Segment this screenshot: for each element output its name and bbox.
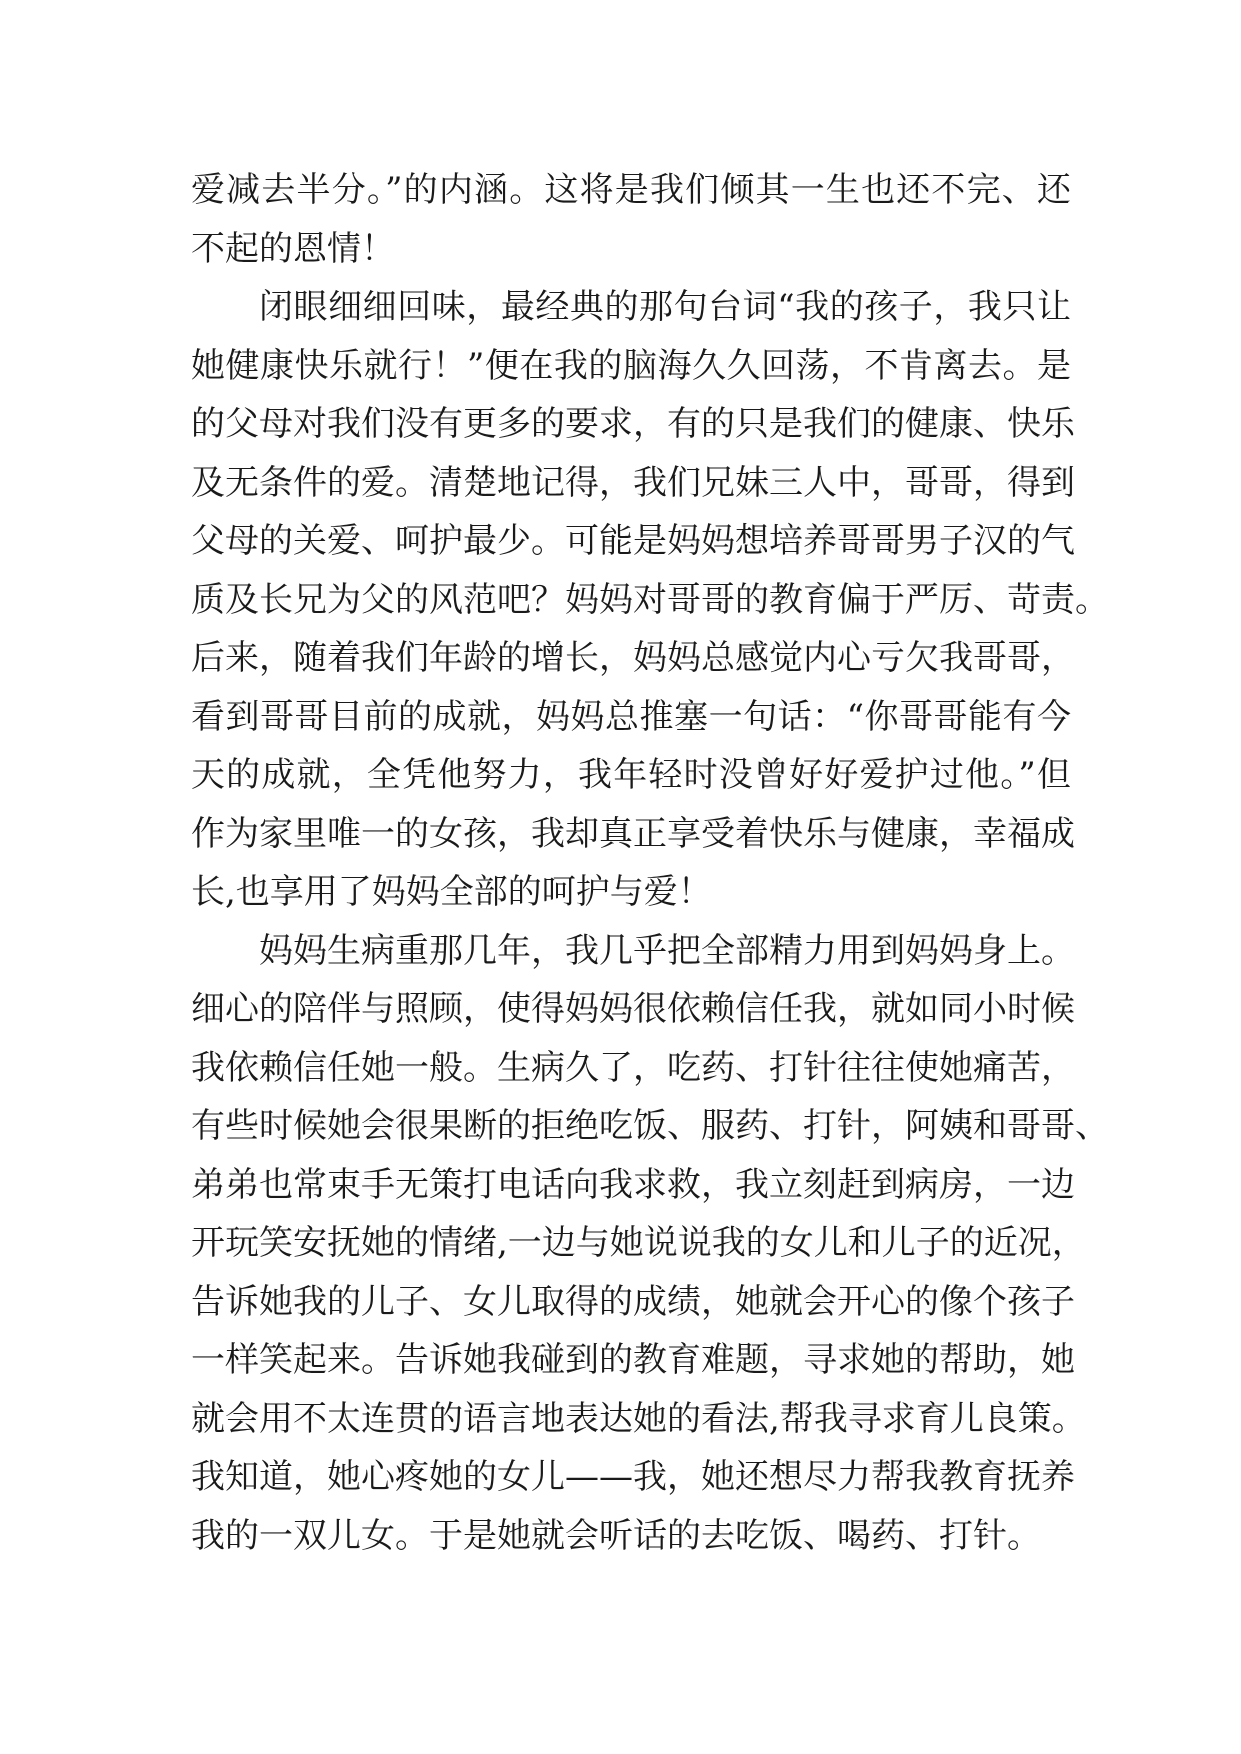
text-line: 她健康快乐就行！”便在我的脑海久久回荡，不肯离去。是	[191, 345, 1071, 386]
text-line: 一样笑起来。告诉她我碰到的教育难题，寻求她的帮助，她	[191, 1340, 1075, 1380]
text-line: 看到哥哥目前的成就，妈妈总推塞一句话：“你哥哥能有今	[191, 696, 1071, 737]
text-line: 作为家里唯一的女孩，我却真正享受着快乐与健康，幸福成	[191, 813, 1075, 854]
text-line: 及无条件的爱。清楚地记得，我们兄妹三人中，哥哥，得到	[191, 462, 1075, 503]
text-line: 长,也享用了妈妈全部的呵护与爱！	[191, 872, 712, 912]
text-line: 质及长兄为父的风范吧？妈妈对哥哥的教育偏于严厉、苛责。	[191, 579, 1109, 620]
text-line: 就会用不太连贯的语言地表达她的看法,帮我寻求育儿良策。	[191, 1398, 1086, 1439]
text-line: 开玩笑安抚她的情绪,一边与她说说我的女儿和儿子的近况，	[191, 1223, 1086, 1263]
text-line: 告诉她我的儿子、女儿取得的成绩，她就会开心的像个孩子	[191, 1281, 1075, 1322]
text-line: 我的一双儿女。于是她就会听话的去吃饭、喝药、打针。	[191, 1515, 1041, 1556]
text-line: 父母的关爱、呵护最少。可能是妈妈想培养哥哥男子汉的气	[191, 521, 1075, 561]
text-line: 爱减去半分。”的内涵。这将是我们倾其一生也还不完、还	[191, 170, 1071, 210]
text-line: 我依赖信任她一般。生病久了，吃药、打针往往使她痛苦，	[191, 1047, 1075, 1088]
text-line: 的父母对我们没有更多的要求，有的只是我们的健康、快乐	[191, 404, 1075, 444]
text-line: 不起的恩情！	[191, 228, 395, 269]
text-line: 有些时候她会很果断的拒绝吃饭、服药、打针，阿姨和哥哥、	[191, 1106, 1109, 1146]
body-text	[191, 161, 1109, 1565]
text-line: 弟弟也常束手无策打电话向我求救，我立刻赶到病房，一边	[191, 1164, 1075, 1205]
text-line: 后来，随着我们年龄的增长，妈妈总感觉内心亏欠我哥哥，	[191, 638, 1075, 678]
text-line: 细心的陪伴与照顾，使得妈妈很依赖信任我，就如同小时候	[191, 989, 1075, 1029]
text-line: 天的成就，全凭他努力，我年轻时没曾好好爱护过他。”但	[191, 755, 1071, 795]
text-line: 闭眼细细回味，最经典的那句台词“我的孩子，我只让	[259, 287, 1071, 327]
text-line: 我知道，她心疼她的女儿——我，她还想尽力帮我教育抚养	[191, 1457, 1075, 1497]
text-line: 妈妈生病重那几年，我几乎把全部精力用到妈妈身上。	[259, 930, 1075, 971]
